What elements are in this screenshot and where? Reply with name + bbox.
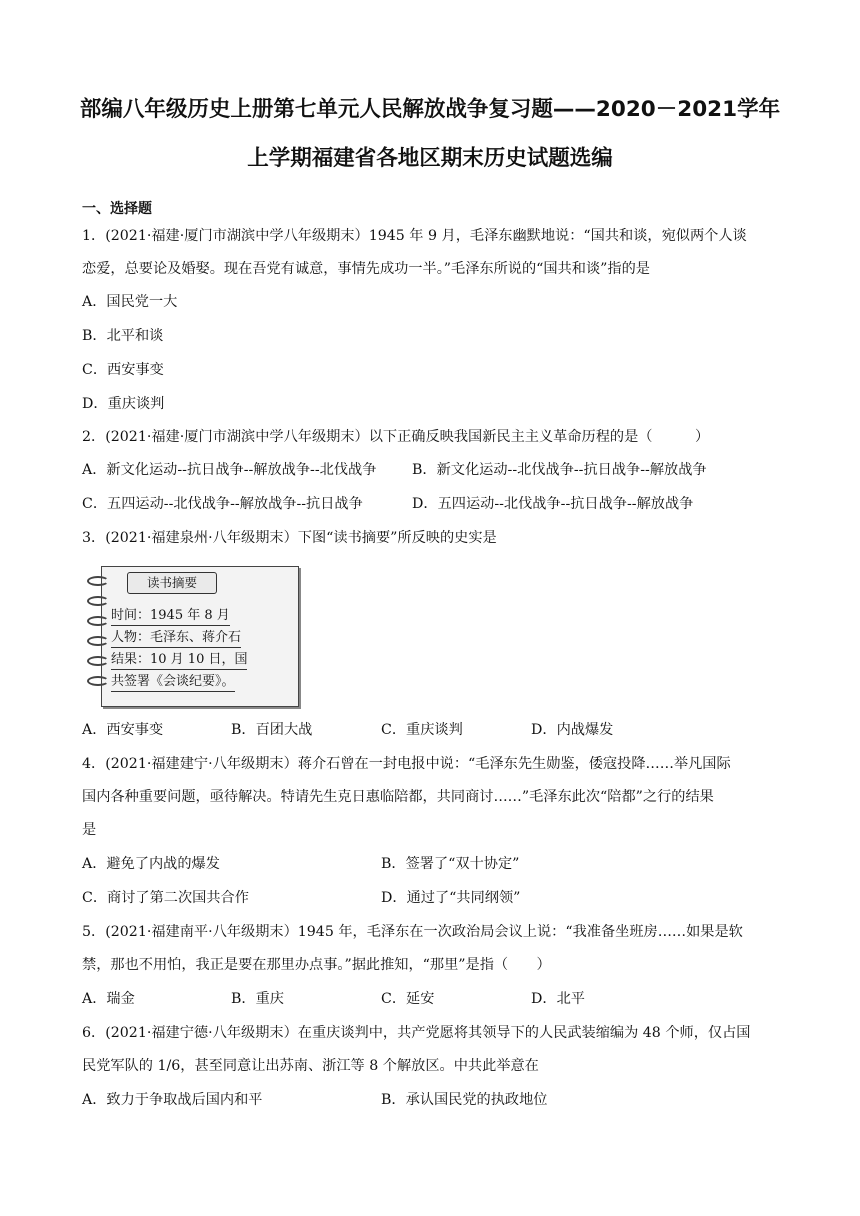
q5-option-a: A．瑞金	[82, 991, 135, 1007]
q2-option-c: C．五四运动--北伐战争--解放战争--抗日战争	[82, 496, 363, 512]
q4-stem-line-2: 国内各种重要问题，亟待解决。特请先生克日惠临陪都，共同商讨……”毛泽东此次“陪都”之行的结果	[82, 789, 714, 805]
spiral-ring-icon	[87, 636, 109, 646]
q6-stem-line-1: 6．(2021·福建宁德·八年级期末）在重庆谈判中，共产党愿将其领导下的人民武装缩编为 48 个师，仅占国	[82, 1025, 751, 1041]
q3-option-c: C．重庆谈判	[381, 722, 463, 738]
notebook-line-time: 时间：1945 年 8 月	[111, 608, 230, 626]
notebook-line-people: 人物：毛泽东、蒋介石	[111, 630, 241, 648]
q4-option-a: A．避免了内战的爆发	[82, 856, 220, 872]
document-title-line-2: 上学期福建省各地区期末历史试题选编	[247, 146, 613, 171]
q3-option-b: B．百团大战	[231, 722, 313, 738]
q1-option-b: B．北平和谈	[82, 328, 164, 344]
spiral-ring-icon	[87, 576, 109, 586]
q2-option-a: A．新文化运动--抗日战争--解放战争--北伐战争	[82, 462, 377, 478]
q1-option-d: D．重庆谈判	[82, 396, 165, 412]
q2-stem: 2．(2021·福建·厦门市湖滨中学八年级期末）以下正确反映我国新民主主义革命历程的是（ ）	[82, 429, 710, 445]
reading-notes-figure	[87, 562, 298, 705]
q5-option-b: B．重庆	[231, 991, 284, 1007]
q2-option-b: B．新文化运动--北伐战争--抗日战争--解放战争	[412, 462, 707, 478]
section-heading: 一、选择题	[82, 201, 152, 217]
q4-option-d: D．通过了“共同纲领”	[381, 890, 521, 906]
q2-option-d: D．五四运动--北伐战争--抗日战争--解放战争	[412, 496, 694, 512]
spiral-ring-icon	[87, 596, 109, 606]
q6-option-a: A．致力于争取战后国内和平	[82, 1092, 263, 1108]
spiral-ring-icon	[87, 616, 109, 626]
q6-stem-line-2: 民党军队的 1/6，甚至同意让出苏南、浙江等 8 个解放区。中共此举意在	[82, 1058, 539, 1074]
q3-option-a: A．西安事变	[82, 722, 164, 738]
q1-option-c: C．西安事变	[82, 362, 164, 378]
q4-option-c: C．商讨了第二次国共合作	[82, 890, 249, 906]
q3-stem: 3．(2021·福建泉州·八年级期末）下图“读书摘要”所反映的史实是	[82, 530, 497, 546]
q3-option-d: D．内战爆发	[531, 722, 614, 738]
notebook-header-tag: 读书摘要	[127, 572, 217, 594]
spiral-ring-icon	[87, 656, 109, 666]
q1-stem-line-1: 1．(2021·福建·厦门市湖滨中学八年级期末）1945 年 9 月，毛泽东幽默地说：“国共和谈，宛似两个人谈	[82, 228, 747, 244]
notebook-line-result: 结果：10 月 10 日，国	[111, 652, 247, 670]
q5-stem-line-2: 禁，那也不用怕，我正是要在那里办点事。”据此推知，“那里”是指（ ）	[82, 957, 551, 973]
spiral-ring-icon	[87, 676, 109, 686]
q4-option-b: B．签署了“双十协定”	[381, 856, 520, 872]
q5-stem-line-1: 5．(2021·福建南平·八年级期末）1945 年，毛泽东在一次政治局会议上说：“我准备坐班房……如果是软	[82, 924, 743, 940]
q5-option-c: C．延安	[381, 991, 435, 1007]
q5-option-d: D．北平	[531, 991, 585, 1007]
q4-stem-line-1: 4．(2021·福建建宁·八年级期末）蒋介石曾在一封电报中说：“毛泽东先生勋鉴，倭寇投降……举凡国际	[82, 756, 731, 772]
q1-stem-line-2: 恋爱，总要论及婚娶。现在吾党有诚意，事情先成功一半。”毛泽东所说的“国共和谈”指的是	[82, 261, 650, 277]
q4-stem-line-3: 是	[82, 822, 97, 838]
q6-option-b: B．承认国民党的执政地位	[381, 1092, 548, 1108]
q1-option-a: A．国民党一大	[82, 294, 178, 310]
document-title-line-1: 部编八年级历史上册第七单元人民解放战争复习题——2020－2021学年	[79, 97, 781, 122]
notebook-line-result-cont: 共签署《会谈纪要》。	[111, 674, 235, 692]
